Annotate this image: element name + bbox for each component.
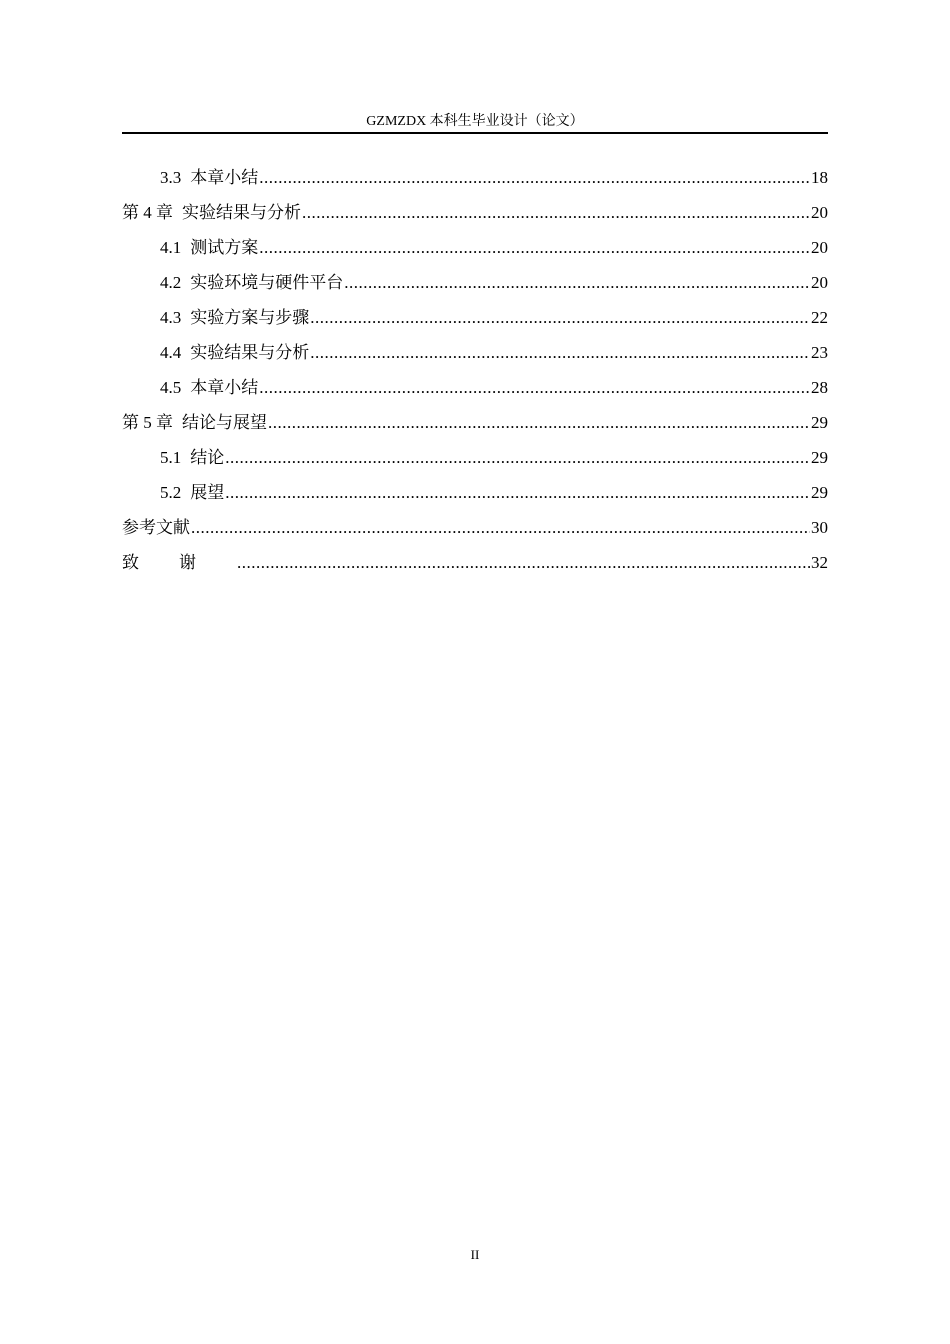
page-header: GZMZDX 本科生毕业设计（论文） <box>366 114 584 129</box>
toc-entry-number: 3.3 <box>160 168 182 187</box>
toc-entry-page: 20 <box>811 273 828 292</box>
toc-entry-4-3[interactable] <box>122 300 828 335</box>
toc-entry-4-2[interactable] <box>122 265 828 300</box>
toc-entry-page: 22 <box>811 308 828 327</box>
dot-leader <box>259 230 810 265</box>
toc-entry-4-4[interactable] <box>122 335 828 370</box>
toc-entry-number: 第 5 章 <box>122 413 173 432</box>
toc-entry-title: 实验结果与分析 <box>190 343 310 362</box>
toc-entry-5-2[interactable] <box>122 475 828 510</box>
toc-entry-number: 4.5 <box>160 378 182 397</box>
toc-entry-page: 30 <box>811 518 828 537</box>
toc-entry-number: 4.3 <box>160 308 182 327</box>
toc-entry-title: 结论与展望 <box>182 413 267 432</box>
toc-entry-page: 28 <box>811 378 828 397</box>
dot-leader <box>268 405 810 440</box>
toc-entry-page: 32 <box>811 553 828 572</box>
toc-entry-chapter-4[interactable] <box>122 195 828 230</box>
dot-leader <box>237 545 810 580</box>
dot-leader <box>302 195 810 230</box>
dot-leader <box>225 475 810 510</box>
page-number: II <box>470 1247 480 1262</box>
toc-entry-title: 展望 <box>190 483 225 502</box>
dot-leader <box>310 335 810 370</box>
toc-entry-page: 29 <box>811 483 828 502</box>
toc-entry-title: 结论 <box>190 448 225 467</box>
table-of-contents <box>122 160 828 580</box>
header-rule <box>122 132 828 134</box>
toc-entry-4-5[interactable] <box>122 370 828 405</box>
toc-entry-title: 实验结果与分析 <box>182 203 301 222</box>
toc-entry-page: 29 <box>811 448 828 467</box>
toc-entry-acknowledgements[interactable] <box>122 545 828 580</box>
toc-entry-page: 23 <box>811 343 828 362</box>
toc-entry-title: 测试方案 <box>190 238 259 257</box>
toc-entry-3-3[interactable] <box>122 160 828 195</box>
toc-entry-title: 实验方案与步骤 <box>190 308 310 327</box>
toc-entry-title: 本章小结 <box>190 168 259 187</box>
toc-entry-title: 参考文献 <box>122 518 190 537</box>
toc-entry-number: 4.1 <box>160 238 182 257</box>
toc-entry-references[interactable] <box>122 510 828 545</box>
toc-entry-4-1[interactable] <box>122 230 828 265</box>
toc-entry-number: 4.4 <box>160 343 182 362</box>
toc-entry-number: 第 4 章 <box>122 203 173 222</box>
toc-entry-chapter-5[interactable] <box>122 405 828 440</box>
dot-leader <box>259 370 810 405</box>
toc-entry-page: 18 <box>811 168 828 187</box>
dot-leader <box>344 265 810 300</box>
dot-leader <box>225 440 810 475</box>
toc-entry-title: 实验环境与硬件平台 <box>190 273 344 292</box>
toc-entry-page: 20 <box>811 203 828 222</box>
toc-entry-5-1[interactable] <box>122 440 828 475</box>
toc-entry-number: 4.2 <box>160 273 182 292</box>
toc-entry-title: 本章小结 <box>190 378 259 397</box>
toc-entry-page: 20 <box>811 238 828 257</box>
dot-leader <box>191 510 810 545</box>
toc-entry-title: 致谢 <box>122 553 236 572</box>
toc-entry-page: 29 <box>811 413 828 432</box>
toc-entry-number: 5.2 <box>160 483 182 502</box>
dot-leader <box>259 160 810 195</box>
dot-leader <box>310 300 810 335</box>
toc-entry-number: 5.1 <box>160 448 182 467</box>
